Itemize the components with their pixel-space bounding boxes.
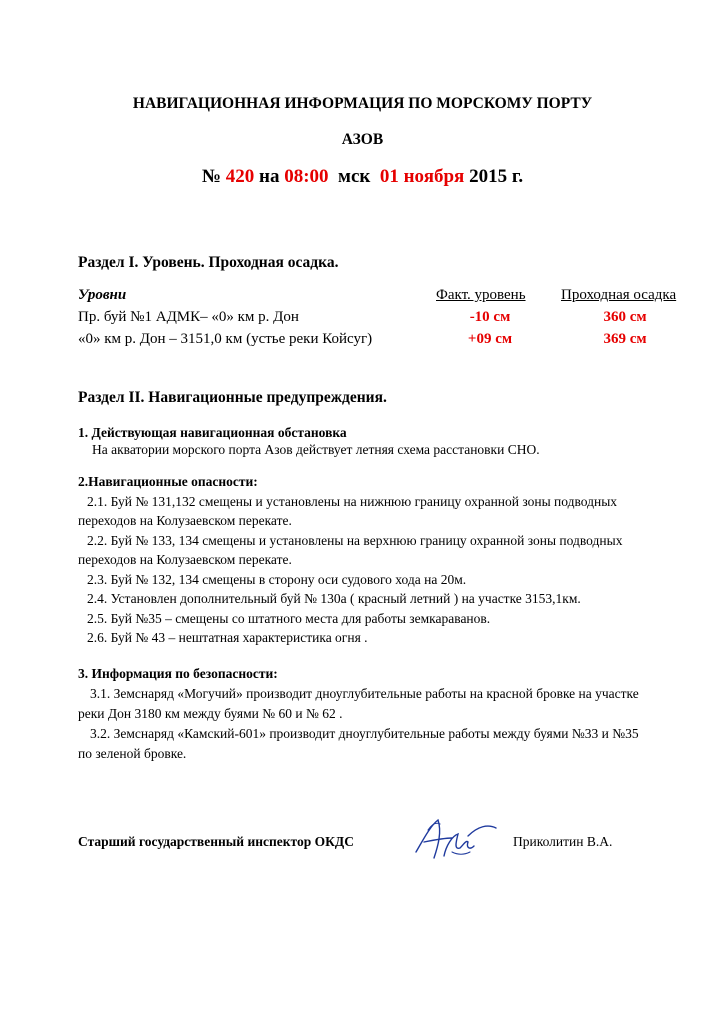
subsection-3-title: 3. Информация по безопасности: xyxy=(78,666,278,681)
col-levels-header: Уровни xyxy=(78,287,127,303)
hazard-line: 2.3. Буй № 132, 134 смещены в сторону оси судового хода на 20м. xyxy=(87,572,467,587)
hazard-line: переходов на Колузаевском перекате. xyxy=(78,552,292,567)
level-row-1-place: Пр. буй №1 АДМК– «0» км р. Дон xyxy=(78,309,299,325)
timezone: мск xyxy=(338,166,371,187)
subsection-2-title: 2.Навигационные опасности: xyxy=(78,474,258,489)
bulletin-time: 08:00 xyxy=(284,166,329,187)
level-row-1-draft: 360 см xyxy=(603,309,647,325)
col-draft-header: Проходная осадка xyxy=(561,287,677,303)
hazard-line: 2.4. Установлен дополнительный буй № 130а ( красный летний ) на участке 3153,1км. xyxy=(87,591,581,606)
safety-line: по зеленой бровке. xyxy=(78,746,187,761)
handwritten-signature xyxy=(408,812,503,867)
hazard-line: 2.5. Буй №35 – смещены со штатного места для работы земкараванов. xyxy=(87,611,491,626)
bulletin-date: 01 ноября xyxy=(379,166,465,187)
subsection-1-text: На акватории морского порта Азов действует летняя схема расстановки СНО. xyxy=(92,442,540,457)
safety-line: 3.1. Земснаряд «Могучий» производит дноуглубительные работы на красной бровке на участке xyxy=(90,686,639,701)
signatory-name: Приколитин В.А. xyxy=(513,834,613,849)
page-title: НАВИГАЦИОННАЯ ИНФОРМАЦИЯ ПО МОРСКОМУ ПОРТУ xyxy=(132,95,593,112)
safety-line: 3.2. Земснаряд «Камский-601» производит дноуглубительные работы между буями №33 и №35 xyxy=(90,726,639,741)
level-row-2-fact: +09 см xyxy=(467,331,513,347)
level-row-2-draft: 369 см xyxy=(603,331,647,347)
col-fact-header: Факт. уровень xyxy=(436,287,526,303)
level-row-2-place: «0» км р. Дон – 3151,0 км (устье реки Койсуг) xyxy=(78,331,373,347)
time-prefix: на xyxy=(259,166,280,187)
bulletin-number-line xyxy=(0,166,725,188)
bulletin-year: 2015 г. xyxy=(469,166,524,187)
hazard-line: переходов на Колузаевском перекате. xyxy=(78,513,292,528)
section-2-heading: Раздел II. Навигационные предупреждения. xyxy=(78,389,387,406)
hazard-line: 2.6. Буй № 43 – нештатная характеристика огня . xyxy=(87,630,368,645)
port-name: АЗОВ xyxy=(341,131,384,148)
signatory-position: Старший государственный инспектор ОКДС xyxy=(78,834,354,849)
hazard-line: 2.2. Буй № 133, 134 смещены и установлены на верхнюю границу охранной зоны подводных xyxy=(87,533,623,548)
section-1-heading: Раздел I. Уровень. Проходная осадка. xyxy=(78,254,339,271)
subsection-1-title: 1. Действующая навигационная обстановка xyxy=(78,425,347,440)
hazard-line: 2.1. Буй № 131,132 смещены и установлены на нижнюю границу охранной зоны подводных xyxy=(87,494,618,509)
level-row-1-fact: -10 см xyxy=(469,309,511,325)
bulletin-number: 420 xyxy=(225,166,255,187)
safety-line: реки Дон 3180 км между буями № 60 и № 62 . xyxy=(78,706,343,721)
number-prefix: № xyxy=(201,166,221,187)
